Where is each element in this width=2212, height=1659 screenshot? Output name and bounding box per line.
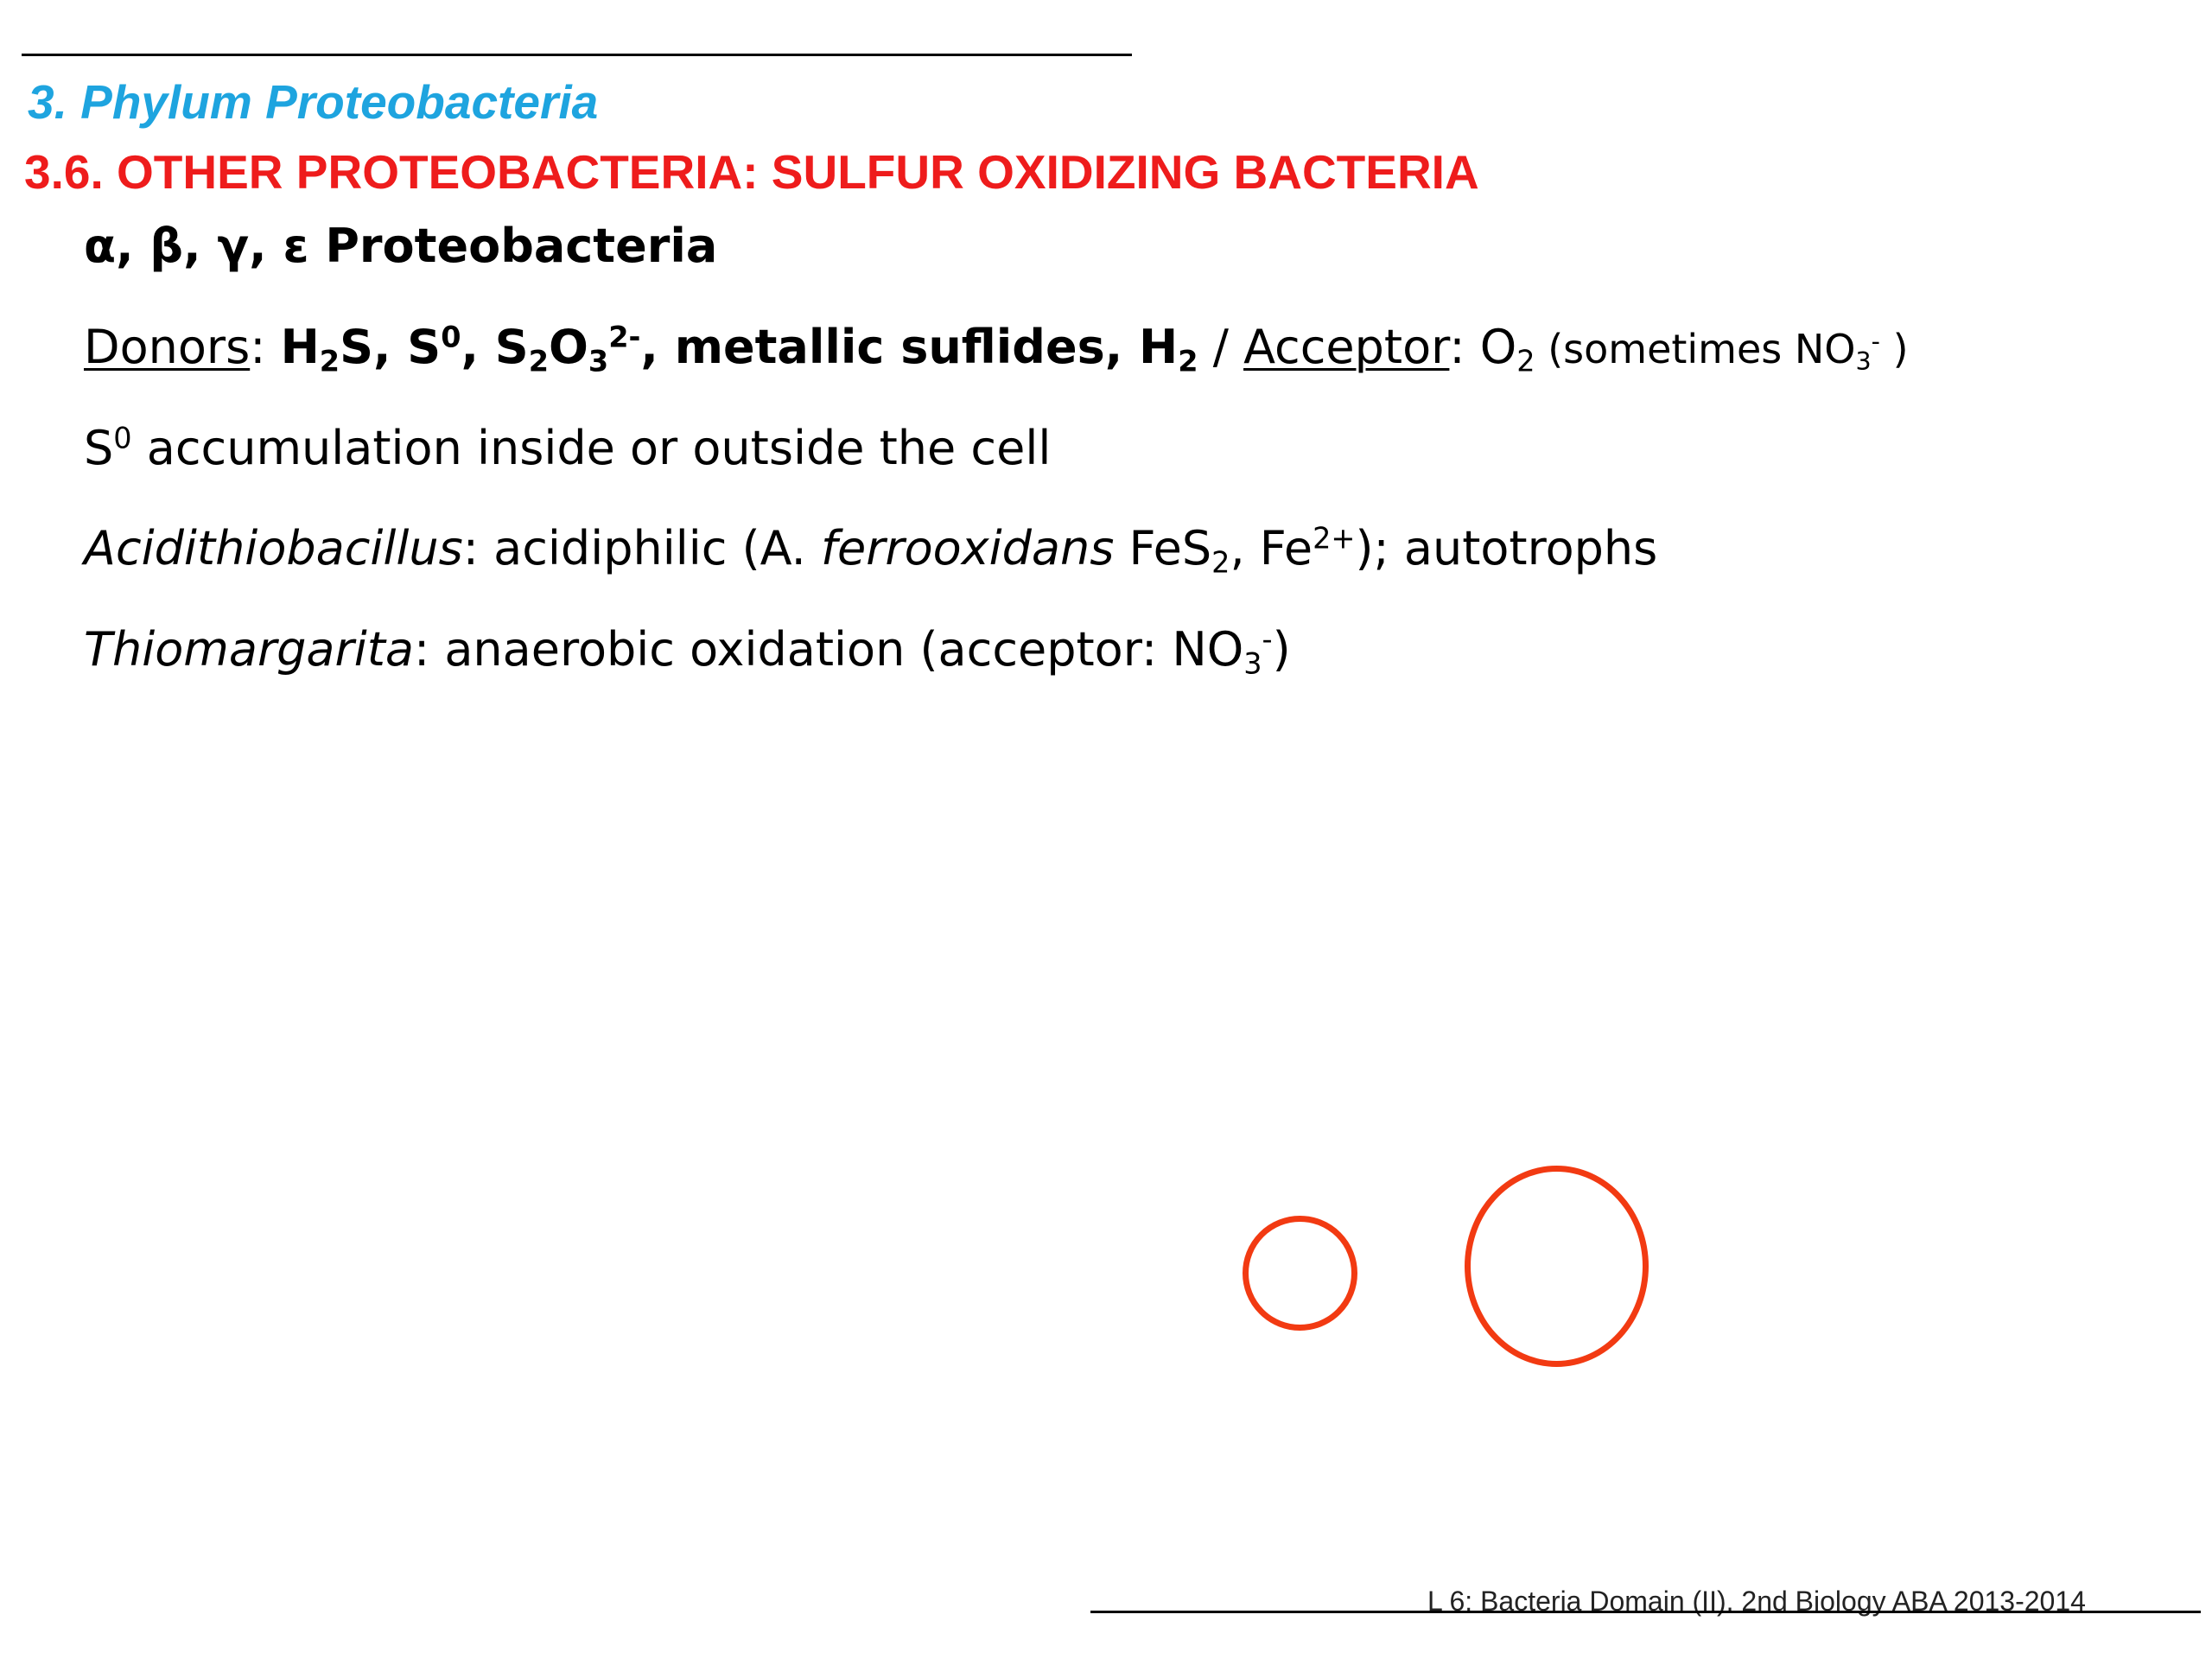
- acceptor-alternative: (sometimes $NO_3^-$ ): [1535, 326, 1909, 376]
- acceptor-label: Acceptor: [1243, 320, 1450, 374]
- acceptor-value: : $O_2$: [1449, 320, 1535, 378]
- accumulation-line: $S^0$ accumulation inside or outside the cell: [84, 421, 1052, 475]
- separator: /: [1198, 320, 1244, 374]
- top-rule: [22, 54, 1132, 56]
- slide-footer: L 6: Bacteria Domain (II). 2nd Biology ABA 2013-2014: [1427, 1586, 2086, 1617]
- donors-line: Donors: $H_2S$, $S^0$, $S_2O_3^{2-}$, metallic suflides, $H_2$ / Acceptor: $O_2$ (sometimes $NO_3^-$ ): [84, 320, 1909, 378]
- subsection-title: 3.6. OTHER PROTEOBACTERIA: SULFUR OXIDIZING BACTERIA: [24, 145, 1479, 199]
- thiomargarita-genus: Thiomargarita: [84, 622, 414, 677]
- large-circle-annotation: [1465, 1166, 1649, 1367]
- ferrooxidans-species: ferrooxidans: [820, 521, 1115, 575]
- donors-list: $H_2S$, $S^0$, $S_2O_3^{2-}$, metallic suflides, $H_2$: [280, 320, 1198, 378]
- donors-label: Donors: [84, 320, 251, 374]
- small-circle-annotation: [1243, 1216, 1357, 1331]
- thiomargarita-line: Thiomargarita: anaerobic oxidation (acceptor: $NO_3^-$): [84, 622, 1291, 681]
- bottom-rule: [1090, 1611, 2201, 1613]
- classes-label: Proteobacteria: [308, 219, 718, 273]
- acidithiobacillus-line: Acidithiobacillus: acidiphilic (A. ferrooxidans FeS$_2$, $Fe^{2+}$); autotrophs: [84, 521, 1658, 580]
- section-title: 3. Phylum Proteobacteria: [28, 75, 599, 129]
- acidithiobacillus-genus: Acidithiobacillus: [84, 521, 463, 575]
- greek-letters: α, β, γ, ε: [84, 219, 309, 273]
- proteobacteria-classes-line: [84, 220, 717, 271]
